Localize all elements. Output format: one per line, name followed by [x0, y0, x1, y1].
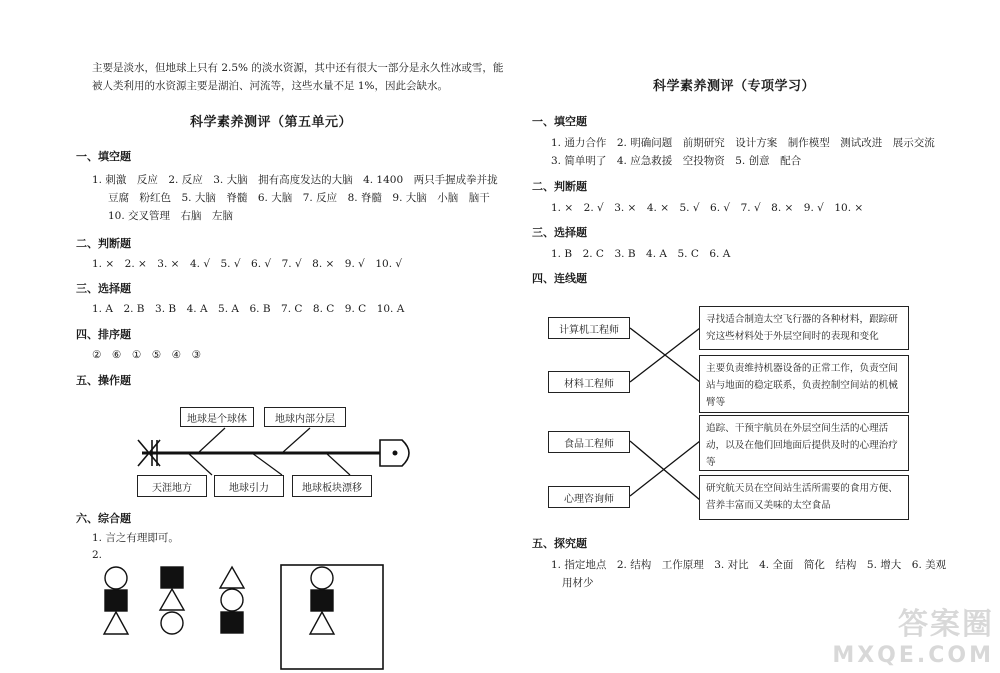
- circle-shape: [221, 589, 243, 611]
- fishbone-label-bottom-1: 天涯地方: [137, 475, 207, 497]
- right-s1-line-1: 1. 通力合作 2. 明确问题 前期研究 设计方案 制作模型 测试改进 展示交流: [551, 137, 935, 149]
- match-left-4: 心理咨询师: [548, 486, 630, 508]
- left-s3-heading: 三、选择题: [76, 282, 131, 295]
- right-s2-answers: 1. × 2. √ 3. × 4. × 5. √ 6. √ 7. √ 8. × 9. √ 10. ×: [551, 202, 864, 214]
- square-shape: [311, 590, 333, 611]
- circle-shape: [161, 612, 183, 634]
- left-s6-line-1: 1. 言之有理即可。: [92, 532, 179, 544]
- shape-stack-2: [160, 567, 184, 634]
- right-s5-heading: 五、探究题: [532, 537, 587, 550]
- fishbone-tail: [138, 440, 160, 466]
- left-page-title: 科学素养测评（第五单元）: [190, 115, 353, 130]
- right-s2-heading: 二、判断题: [532, 180, 587, 193]
- watermark-logo: 答案圈: [898, 607, 994, 642]
- fishbone-label-bottom-2: 地球引力: [214, 475, 284, 497]
- triangle-shape: [220, 567, 244, 588]
- left-s2-heading: 二、判断题: [76, 237, 131, 250]
- watermark-site: MXQE.COM: [832, 643, 994, 668]
- left-s2-answers: 1. × 2. × 3. × 4. √ 5. √ 6. √ 7. √ 8. × 9. √ 10. √: [92, 258, 403, 270]
- right-s1-heading: 一、填空题: [532, 115, 587, 128]
- right-s4-heading: 四、连线题: [532, 272, 587, 285]
- fishbone-label-bottom-3: 地球板块漂移: [292, 475, 372, 497]
- left-s4-answers: ② ⑥ ① ⑤ ④ ③: [92, 349, 201, 361]
- match-left-1: 计算机工程师: [548, 317, 630, 339]
- fishbone-eye: [393, 451, 398, 456]
- intro-line-1: 主要是淡水，但地球上只有 2.5% 的淡水资源，其中还有很大一部分是永久性冰或雪，能: [92, 62, 504, 74]
- match-right-3: 追踪、干预宇航员在外层空间生活的心理活动，以及在他们回地面后提供及时的心理治疗等: [699, 415, 909, 471]
- left-s4-heading: 四、排序题: [76, 328, 131, 341]
- fishbone-label-top-right: 地球内部分层: [264, 407, 346, 427]
- shape-stacks: [96, 563, 386, 673]
- shape-stack-3: [220, 567, 244, 633]
- left-s6-heading: 六、综合题: [76, 512, 131, 525]
- right-s1-line-2: 3. 简单明了 4. 应急救援 空投物资 5. 创意 配合: [551, 155, 802, 167]
- left-s1-heading: 一、填空题: [76, 150, 131, 163]
- left-s5-heading: 五、操作题: [76, 374, 131, 387]
- right-s3-answers: 1. B 2. C 3. B 4. A 5. C 6. A: [551, 248, 731, 260]
- fishbone-label-top-left: 地球是个球体: [180, 407, 254, 427]
- left-s3-answers: 1. A 2. B 3. B 4. A 5. A 6. B 7. C 8. C 9. C 10. A: [92, 303, 405, 315]
- left-s1-line-1: 1. 刺激 反应 2. 反应 3. 大脑 拥有高度发达的大脑 4. 1400 两只手握成拳并拢: [92, 174, 498, 186]
- match-right-2: 主要负责维持机器设备的正常工作，负责空间站与地面的稳定联系，负责控制空间站的机械臂等: [699, 355, 909, 413]
- match-left-3: 食品工程师: [548, 431, 630, 453]
- circle-shape: [311, 567, 333, 589]
- triangle-shape: [104, 612, 128, 634]
- left-s1-line-3: 10. 交叉管理 右脑 左脑: [108, 210, 234, 222]
- watermark: [832, 599, 994, 668]
- right-s5-line-2: 用材少: [562, 577, 594, 589]
- shape-stack-1: [104, 567, 128, 634]
- intro-line-2: 被人类利用的水资源主要是湖泊、河流等，这些水量不足 1%，因此会缺水。: [92, 80, 448, 92]
- match-right-4: 研究航天员在空间站生活所需要的食用方便、营养丰富而又美味的太空食品: [699, 475, 909, 520]
- left-s6-line-2: 2.: [92, 549, 103, 561]
- square-shape: [105, 590, 127, 611]
- right-s5-line-1: 1. 指定地点 2. 结构 工作原理 3. 对比 4. 全面 简化 结构 5. 增大 6. 美观: [551, 559, 947, 571]
- right-s3-heading: 三、选择题: [532, 226, 587, 239]
- match-left-2: 材料工程师: [548, 371, 630, 393]
- right-page-title: 科学素养测评（专项学习）: [653, 79, 816, 94]
- square-shape: [221, 612, 243, 633]
- circle-shape: [105, 567, 127, 589]
- match-right-1: 寻找适合制造太空飞行器的各种材料，跟踪研究这些材料处于外层空间时的表现和变化: [699, 306, 909, 350]
- triangle-shape: [160, 589, 184, 610]
- square-shape: [161, 567, 183, 588]
- left-s1-line-2: 豆腐 粉红色 5. 大脑 脊髓 6. 大脑 7. 反应 8. 脊髓 9. 大脑 小脑 脑干: [108, 192, 490, 204]
